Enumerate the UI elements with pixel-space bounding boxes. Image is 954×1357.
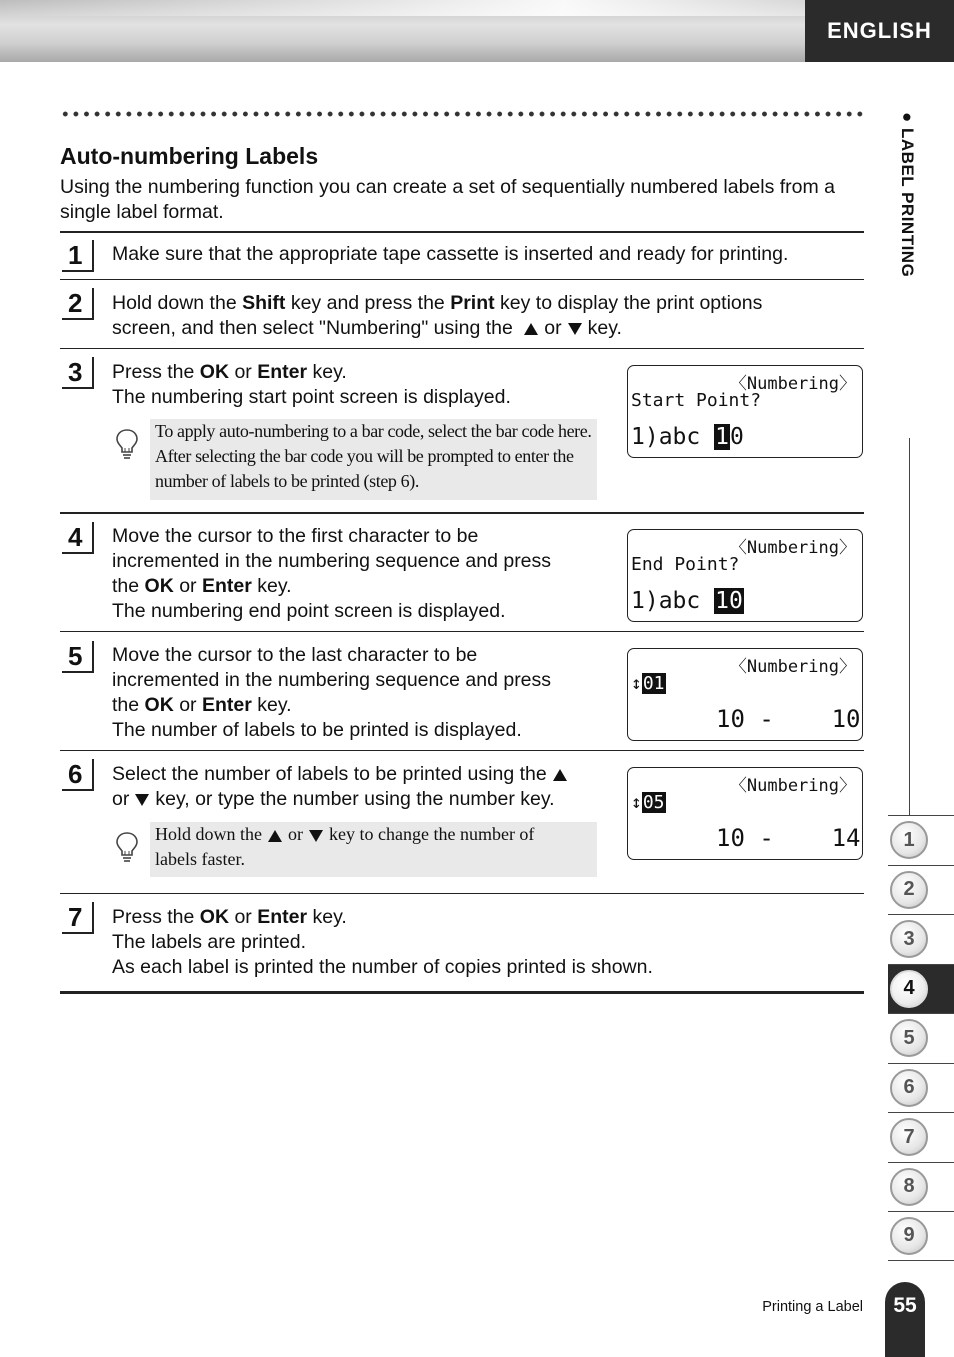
chapter-tab-7[interactable]: 7 bbox=[888, 1112, 954, 1162]
lcd-count-value: 01 bbox=[642, 673, 665, 694]
step-number-7: 7 bbox=[62, 902, 94, 934]
chapter-tab-9[interactable]: 9 bbox=[888, 1211, 954, 1261]
dotted-divider bbox=[60, 110, 866, 118]
divider bbox=[60, 512, 864, 514]
lcd-range: 10 - 10 bbox=[716, 705, 861, 733]
step-2-text: Hold down the Shift key and press the Print key to display the print options screen, and then select "Numbering" using the or key. bbox=[112, 292, 763, 339]
step-5-text: Move the cursor to the last character to be incremented in the numbering sequence and press the OK or Enter key. The number of labels to be printed is displayed. bbox=[112, 644, 552, 741]
language-tab bbox=[805, 0, 954, 62]
divider bbox=[60, 893, 864, 894]
step-1-text: Make sure that the appropriate tape cassette is inserted and ready for printing. bbox=[112, 243, 789, 265]
up-arrow-icon bbox=[268, 830, 282, 842]
lcd-screen-start-point bbox=[627, 365, 863, 458]
step-number-3: 3 bbox=[62, 357, 94, 389]
lightbulb-icon bbox=[115, 428, 139, 462]
chapter-tabs bbox=[888, 815, 954, 1261]
lcd-count-line bbox=[631, 792, 666, 813]
lcd-cursor: 1 bbox=[715, 424, 729, 450]
divider bbox=[60, 750, 864, 751]
divider bbox=[60, 279, 864, 280]
lcd-count-value: 05 bbox=[642, 792, 665, 813]
step-6-text: Select the number of labels to be printed using the or key, or type the number using the number key. bbox=[112, 762, 612, 812]
chapter-tab-4-active[interactable]: 4 bbox=[888, 964, 954, 1014]
note-box-hold-keys: Hold down the or key to change the number of labels faster. bbox=[150, 822, 597, 877]
step-number-1: 1 bbox=[62, 240, 94, 272]
down-arrow-icon bbox=[568, 323, 582, 335]
chapter-tab-5[interactable]: 5 bbox=[888, 1013, 954, 1063]
note-box-barcode: To apply auto-numbering to a bar code, select the bar code here. After selecting the bar code you will be prompted to enter the number of labels to be printed (step 6). bbox=[150, 419, 597, 500]
divider bbox=[60, 348, 864, 349]
spin-icon: ↕ bbox=[631, 792, 642, 813]
shift-key-label: Shift bbox=[242, 292, 286, 314]
lcd-header: 〈Numbering〉 bbox=[729, 657, 856, 677]
page-number: 55 bbox=[893, 1294, 917, 1317]
side-rule bbox=[909, 438, 910, 816]
lcd-screen-label-count-5 bbox=[627, 767, 863, 860]
up-arrow-icon bbox=[553, 769, 567, 781]
chapter-tab-3[interactable]: 3 bbox=[888, 914, 954, 964]
down-arrow-icon bbox=[135, 794, 149, 806]
lcd-prompt: Start Point? bbox=[631, 390, 762, 411]
print-key-label: Print bbox=[450, 292, 495, 314]
step-number-2: 2 bbox=[62, 288, 94, 320]
down-arrow-icon bbox=[309, 830, 323, 842]
step-7-text: Press the OK or Enter key. The labels are printed. As each label is printed the number of copies printed is shown. bbox=[112, 906, 653, 978]
spin-icon: ↕ bbox=[631, 673, 642, 694]
step-3-text: Press the OK or Enter key. The numbering start point screen is displayed. bbox=[112, 361, 511, 408]
chapter-tab-2[interactable]: 2 bbox=[888, 865, 954, 915]
lcd-value-line: 1)abc 10 bbox=[631, 588, 743, 614]
lightbulb-icon bbox=[115, 831, 139, 865]
divider bbox=[60, 231, 864, 233]
language-label: ENGLISH bbox=[827, 18, 932, 43]
step-number-5: 5 bbox=[62, 641, 94, 673]
chapter-tab-6[interactable]: 6 bbox=[888, 1063, 954, 1113]
section-end-divider bbox=[60, 991, 864, 994]
section-title: Auto-numbering Labels bbox=[60, 143, 319, 169]
divider bbox=[60, 631, 864, 632]
lcd-cursor: 10 bbox=[715, 588, 743, 614]
lcd-header: 〈Numbering〉 bbox=[729, 776, 856, 796]
lcd-screen-label-count bbox=[627, 648, 863, 741]
lcd-screen-end-point bbox=[627, 529, 863, 622]
chapter-tab-1[interactable]: 1 bbox=[888, 815, 954, 865]
lcd-header: 〈Numbering〉 bbox=[729, 374, 856, 394]
lcd-prompt: End Point? bbox=[631, 554, 740, 575]
footer-section-name: Printing a Label bbox=[762, 1299, 863, 1315]
header-banner bbox=[0, 0, 805, 62]
page-number-tab bbox=[885, 1282, 925, 1357]
up-arrow-icon bbox=[524, 323, 538, 335]
step-number-6: 6 bbox=[62, 759, 94, 791]
step-number-4: 4 bbox=[62, 522, 94, 554]
lcd-header: 〈Numbering〉 bbox=[729, 538, 856, 558]
bullet-icon: ● bbox=[898, 112, 917, 128]
lcd-value-line: 1)abc 10 bbox=[631, 424, 744, 450]
lcd-range: 10 - 14 bbox=[716, 824, 861, 852]
chapter-side-label: ● LABEL PRINTING bbox=[898, 112, 917, 278]
lcd-count-line bbox=[631, 673, 666, 694]
section-intro: Using the numbering function you can create a set of sequentially numbered labels from a single label format. bbox=[60, 176, 836, 223]
chapter-tab-8[interactable]: 8 bbox=[888, 1162, 954, 1212]
step-4-text: Move the cursor to the first character to be incremented in the numbering sequence and press the OK or Enter key. The numbering end point screen is displayed. bbox=[112, 525, 552, 622]
